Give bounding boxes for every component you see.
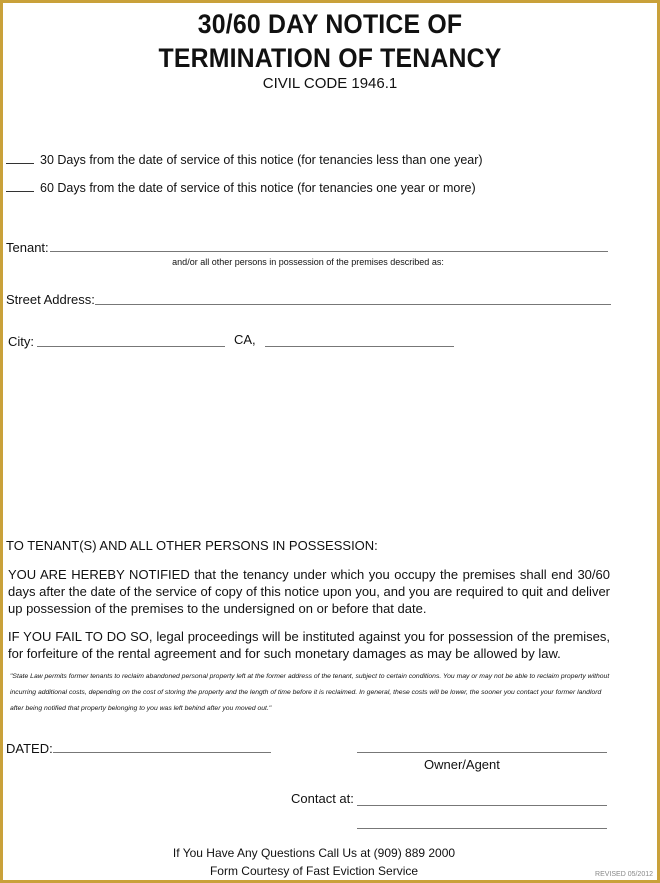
zip-field[interactable] xyxy=(265,346,454,347)
footer-courtesy: Form Courtesy of Fast Eviction Service xyxy=(209,864,419,878)
tenant-label: Tenant: xyxy=(6,240,49,255)
civil-code-subtitle: CIVIL CODE 1946.1 xyxy=(262,75,398,92)
contact-field-2[interactable] xyxy=(357,828,607,829)
state-label: CA, xyxy=(234,332,256,347)
tenant-note: and/or all other persons in possession of the premises described as: xyxy=(172,257,444,267)
option-60-checkbox-blank[interactable] xyxy=(6,179,34,192)
city-field[interactable] xyxy=(37,346,225,347)
option-60-days xyxy=(6,179,476,195)
option-30-label: 30 Days from the date of service of this notice (for tenancies less than one year) xyxy=(40,153,483,167)
dated-label: DATED: xyxy=(6,741,53,756)
option-30-days xyxy=(6,151,483,167)
tenant-field[interactable] xyxy=(50,251,608,252)
fine-print: "State Law permits former tenants to reclaim abandoned personal property left at the former address of the tenant, subject to certain conditions. You may or may not be able to reclaim property without incurring additional costs, depending on the cost of storing the property and the length of time before it is reclaimed. In general, these costs will be lower, the sooner you contact your former landlord after being notified that property belonging to you was left behind after you moved out." xyxy=(10,673,610,712)
notice-paragraph-1: YOU ARE HEREBY NOTIFIED that the tenancy under which you occupy the premises shall end 30/60 days after the date of the service of copy of this notice upon you, and you are required to quit and deliver up possession of the premises to the undersigned on or before that date. xyxy=(8,567,610,616)
option-30-checkbox-blank[interactable] xyxy=(6,151,34,164)
dated-field[interactable] xyxy=(53,752,271,753)
notice-paragraph-2: IF YOU FAIL TO DO SO, legal proceedings will be instituted against you for possession of the premises, for forfeiture of the rental agreement and for such monetary damages as may be allowed by law. xyxy=(8,629,610,661)
title-line-2: TERMINATION OF TENANCY xyxy=(158,43,502,73)
contact-field-1[interactable] xyxy=(357,805,607,806)
owner-agent-label: Owner/Agent xyxy=(424,757,500,772)
street-address-label: Street Address: xyxy=(6,292,95,307)
owner-signature-field[interactable] xyxy=(357,752,607,753)
footer-phone: If You Have Any Questions Call Us at (909) 889 2000 xyxy=(172,846,456,860)
title-line-1: 30/60 DAY NOTICE OF xyxy=(197,9,463,39)
option-60-label: 60 Days from the date of service of this notice (for tenancies one year or more) xyxy=(40,181,476,195)
contact-label: Contact at: xyxy=(291,791,354,806)
revised-date: REVISED 05/2012 xyxy=(595,871,653,878)
notice-heading: TO TENANT(S) AND ALL OTHER PERSONS IN POSSESSION: xyxy=(6,538,378,553)
street-address-field[interactable] xyxy=(95,304,611,305)
city-label: City: xyxy=(8,334,34,349)
